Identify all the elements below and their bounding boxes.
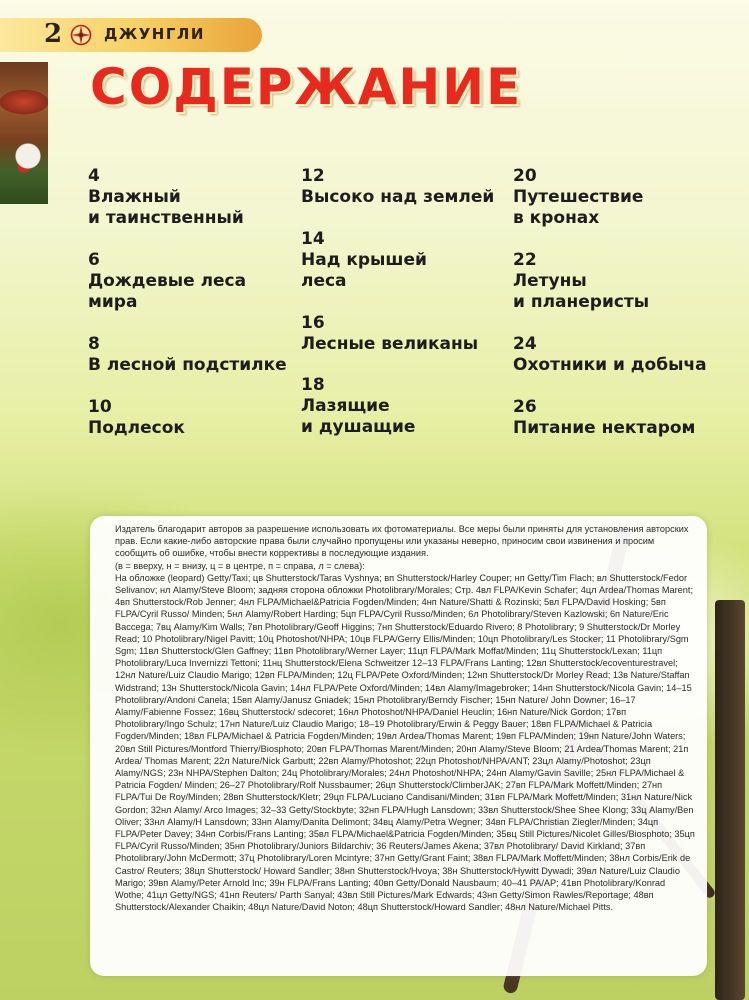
toc-page-number: 12	[301, 166, 325, 186]
toc-label: Дождевые леса мира	[88, 271, 247, 312]
compass-icon	[70, 24, 92, 46]
toc-page-number: 6	[88, 250, 100, 270]
credits-body: На обложке (leopard) Getty/Taxi; цв Shutterstock/Taras Vyshnya; вп Shutterstock/Harley Couper; нп Getty/Tim Flach; вл Shutterstock/Fedor Selivanov; нл Alamy/Steve Bloom; задняя сторона обложки Photolibrary/Morales; Стр. 4вл FLPA/Kevin Schafer; 4цл Ardea/Thomas Marent; 4вп Shutterstock/Rob Jenner; 4нл FLPA/Michael&Patricia Fogden/Minden; 4нп Nature/Shatti & Rozinski; 5вл FLPA/David Hosking; 5вп FLPA/Cyril Russo/ Minden; 5нл Alamy/Robert Harding; 5цп FLPA/Cyril Russo/Minden; 6л Photolibrary/Steven Kazlowski; 6п Nature/Eric Baccega; 7вц Alamy/Kim Walls; 7вп Photolibrary/Geoff Higgins; 7нп Shutterstock/Eduardo Rivero; 8 Photolibrary; 9 Shutterstock/Dr Morley Read; 10 Photolibrary/Nigel Pavitt; 10ц Photoshot/NHPA; 10цв FLPA/Gerry Ellis/Minden; 10цп Photolibrary/Les Stocker; 11 Photolibrary/Sgm Sgm; 11вл Shutterstock/Glen Gaffney; 11вп Photolibrary/Werner Layer; 11цп FLPA/Mark Moffat/Minden; 11ц Shutterstock/Lexan; 11цп Photolibrary/Luca Invernizzi Tettoni; 11нц Shutterstock/Elena Schweitzer 12–13 FLPA/Frans Lanting; 12вл Shutterstock/ecoventurestravel; 12нл Nature/Luiz Claudio Marigo; 12вп FLPA/Minden; 12ц FLPA/Pete Oxford/Minden; 12нп Shutterstock/Dr Morley Read; 13в Nature/Staffan Widstrand; 13н Shutterstock/Nicola Gavin; 14нл FLPA/Pete Oxford/Minden; 14вл Alamy/Imagebroker; 14нп Shutterstock/Nicola Gavin; 14–15 Photolibrary/Andoni Canela; 15вп Alamy/Janusz Gniadek; 15нл Photolibrary/Berndy Fischer; 15нп Nature/ John Downer; 16–17 Alamy/Fabienne Fossez; 16вц Shutterstock/ sdecoret; 16нл Photoshot/NHPA/Daniel Heuclin; 16нп Nature/Nick Gordon; 17вп Photolibrary/Ingo Schulz; 17нп Nature/Luiz Claudio Marigo; 18–19 Photolibrary/Erwin & Peggy Bauer; 18вп FLPA/Michael & Patricia Fogden/Minden; 18вл FLPA/Michael & Patricia Fogden/Minden; 19вл Ardea/Thomas Marent; 19вп FLPA/Minden; 19нп Nature/John Waters; 20вл Still Pictures/Montford Thierry/Biosphoto; 20вп FLPA/Thomas Marent/Minden; 20нп Alamy/Steve Bloom; 21 Ardea/Thomas Marent; 21п Ardea/ Thomas Marent; 22л Nature/Nick Garbutt; 22вп Alamy/Photoshot; 22цп Photoshot/NHPA/ANT; 23цл Alamy/Photoshot; 23цп Alamy/NGS; 23н NHPA/Stephen Dalton; 24ц Photolibrary/Morales; 24нл Photoshot/NHPA; 24нп Alamy/Gavin Saville; 25нл FLPA/Michael & Patricia Fogden/ Minden; 26–27 Photolibrary/Rolf Nussbaumer; 26цп Shutterstock/ClimberJAK; 27вп FLPA/Mark Moffett/Minden; 27нп FLPA/Tui De Roy/Minden; 28вп Shutterstock/Kletr; 29цп FLPA/Luciano Candisani/Minden; 31вп FLPA/Mark Moffett/Minden; 31нл Nature/Nick Gordon; 32нл Alamy/ Arco Images; 32–33 Getty/Stockbyte; 32нп FLPA/Hugh Lansdown; 33вл Shutterstock/Shee Shee Klong; 33ц Alamy/Ben Oliver; 33нл Alamy/H Lansdown; 33нп Alamy/Danita Delimont; 34вц Alamy/Petra Wegner; 34вп FLPA/Christian Ziegler/Minden; 34цп FLPA/Peter Davey; 34нп Corbis/Frans Lanting; 35вл FLPA/Michael&Patricia Fogden/Minden; 35вц Still Pictures/Nicolet Gilles/Biosphoto; 35цп FLPA/Cyril Russo/Minden; 35нп Photolibrary/Juniors Bildarchiv; 36 Reuters/James Akena; 37вл Photolibrary/ David Kirkland; 37вп Photolibrary/John McDermott; 37ц Photolibrary/Loren Mcintyre; 37нп Getty/Grant Faint; 38вл FLPA/Mark Moffett/Minden; 38нл Corbis/Erik de Castro/ Reuters; 38цп Shutterstock/ Howard Sandler; 38нп Shutterstock/Hvoya; 38н Shutterstock/Hywitt Dywadi; 39вл Nature/Luiz Claudio Marigo; 39вп Alamy/Peter Arnold Inc; 39н FLPA/Frans Lanting; 40вп Getty/Donald Nausbaum; 40–41 PA/AP; 41вп Photolibrary/Konrad Wothe; 41цл Getty/NGS; 41нп Reuters/ Parth Sanyal; 43вл Still Pictures/Mark Edwards; 43нп Getty/Simon Rawles/Reportage; 48вп Shutterstock/Alexander Chaikin; 48цл Nature/David Noton; 48цп Shutterstock/Howard Sandler; 48нл Nature/Michael Pitts.	[115, 572, 695, 913]
toc-page-number: 16	[301, 313, 325, 333]
toc-entry[interactable]	[301, 229, 427, 292]
toc-entry[interactable]	[301, 313, 478, 355]
section-name: ДЖУНГЛИ	[104, 25, 205, 43]
tree-trunk	[715, 600, 745, 1000]
toc-entry[interactable]	[513, 250, 649, 313]
page-title: СОДЕРЖАНИЕ	[90, 58, 523, 116]
toc-entry[interactable]	[301, 166, 494, 208]
toc-label: В лесной подстилке	[88, 355, 287, 375]
toc-label: Лесные великаны	[301, 334, 479, 354]
toc-page-number: 10	[88, 397, 112, 417]
credits-legend: (в = вверху, н = внизу, ц = в центре, п = справа, л = слева):	[115, 560, 365, 571]
toc-entry[interactable]	[88, 250, 246, 313]
toc-page-number: 8	[88, 334, 100, 354]
toc-entry[interactable]	[301, 375, 415, 438]
toc-page-number: 22	[513, 250, 537, 270]
toc-page-number: 4	[88, 166, 100, 186]
toc-entry[interactable]	[513, 397, 695, 439]
toc-entry[interactable]	[88, 334, 287, 376]
toc-label: Над крышей леса	[301, 250, 427, 291]
toc-page-number: 26	[513, 397, 537, 417]
toc-label: Влажный и таинственный	[88, 187, 244, 228]
credits-intro: Издатель благодарит авторов за разрешение использовать их фотоматериалы. Все меры были приняты для установления авторских прав. Если какие-либо авторские права были случайно пропущены или указаны неверно, приносим свои извинения и просим сообщить об ошибке, чтобы внести коррективы в последующие издания.	[115, 524, 689, 559]
toc-label: Питание нектаром	[513, 418, 696, 438]
toc-label: Летуны и планеристы	[513, 271, 650, 312]
tribal-face-photo	[0, 62, 48, 204]
toc-label: Путешествие в кронах	[513, 187, 644, 228]
toc-page-number: 24	[513, 334, 537, 354]
page-number: 2	[44, 19, 63, 49]
toc-label: Лазящие и душащие	[301, 396, 416, 437]
toc-page-number: 14	[301, 229, 325, 249]
toc-label: Подлесок	[88, 418, 185, 438]
toc-entry[interactable]	[513, 166, 643, 229]
photo-credits	[115, 523, 695, 914]
toc-label: Высоко над землей	[301, 187, 495, 207]
toc-page-number: 18	[301, 375, 325, 395]
toc-entry[interactable]	[513, 334, 707, 376]
toc-label: Охотники и добыча	[513, 355, 707, 375]
toc-entry[interactable]	[88, 166, 244, 229]
toc-page-number: 20	[513, 166, 537, 186]
toc-entry[interactable]	[88, 397, 185, 439]
